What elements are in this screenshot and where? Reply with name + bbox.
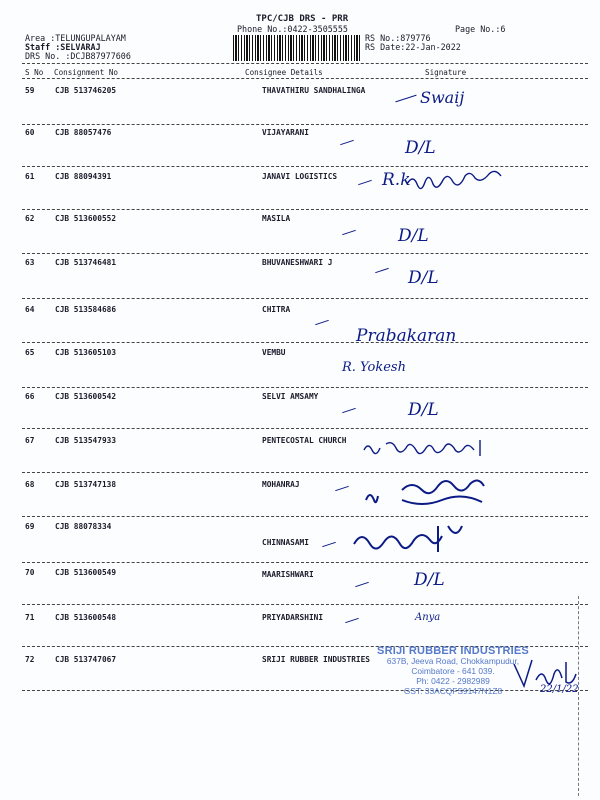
column-divider bbox=[22, 78, 588, 79]
row-consignee: SELVI AMSAMY bbox=[262, 392, 319, 401]
row-sno: 65 bbox=[25, 348, 35, 357]
row-consignee: PENTECOSTAL CHURCH bbox=[262, 436, 347, 445]
row-divider bbox=[22, 472, 588, 473]
row-consignment: CJB 513747138 bbox=[55, 480, 117, 489]
row-consignment: CJB 513584686 bbox=[55, 305, 117, 314]
header-divider bbox=[22, 63, 588, 64]
pen-mark bbox=[375, 268, 389, 273]
row-consignee: MAARISHWARI bbox=[262, 570, 314, 579]
pen-mark bbox=[335, 486, 349, 491]
report-title: TPC/CJB DRS - PRR bbox=[256, 14, 349, 24]
row-consignment: CJB 513746481 bbox=[55, 258, 117, 267]
row-sno: 64 bbox=[25, 305, 35, 314]
rs-number: RS No.:879776 bbox=[365, 33, 431, 43]
row-signature: D/L bbox=[398, 226, 429, 246]
row-divider bbox=[22, 516, 588, 517]
pen-mark bbox=[342, 230, 356, 235]
row-consignee: CHINNASAMI bbox=[262, 538, 309, 547]
row-divider bbox=[22, 428, 588, 429]
row-sno: 72 bbox=[25, 655, 35, 664]
row-sno: 59 bbox=[25, 86, 35, 95]
row-divider bbox=[22, 124, 588, 125]
phone-number: Phone No.:0422-3505555 bbox=[237, 24, 348, 34]
row-consignee: VEMBU bbox=[262, 348, 286, 357]
row-consignment: CJB 513600542 bbox=[55, 392, 117, 401]
area-label: Area :TELUNGUPALAYAM bbox=[25, 33, 126, 43]
pen-mark bbox=[315, 320, 329, 325]
barcode bbox=[233, 35, 361, 61]
row-divider bbox=[22, 562, 588, 563]
pen-mark bbox=[345, 618, 359, 623]
stamp-gst: GST: 33ACQFS9147N1Z8 bbox=[403, 686, 503, 696]
row-sno: 69 bbox=[25, 522, 35, 531]
handwritten-tamil-signature bbox=[405, 168, 505, 192]
row-sno: 61 bbox=[25, 172, 35, 181]
pen-mark bbox=[342, 408, 356, 413]
row-consignee: MOHANRAJ bbox=[262, 480, 300, 489]
row-signature: D/L bbox=[414, 570, 445, 590]
row-signature: Anya bbox=[415, 612, 441, 623]
col-sno: S No bbox=[25, 68, 44, 77]
stamp-phone: Ph: 0422 - 2982989 bbox=[416, 676, 490, 686]
row-divider bbox=[22, 342, 588, 343]
drs-number: DRS No. :DCJB87977606 bbox=[25, 51, 131, 61]
handwritten-tamil-signature bbox=[360, 436, 500, 462]
row-consignment: CJB 88078334 bbox=[55, 522, 112, 531]
page-number: Page No.:6 bbox=[455, 24, 506, 34]
row-consignee: VIJAYARANI bbox=[262, 128, 309, 137]
pen-mark bbox=[322, 542, 336, 547]
row-consignee: CHITRA bbox=[262, 305, 291, 314]
row-consignment: CJB 513600549 bbox=[55, 568, 117, 577]
handwritten-date: 22/1/22 bbox=[540, 684, 579, 695]
col-consignment: Consignment No bbox=[54, 68, 119, 77]
pen-mark bbox=[340, 140, 354, 145]
row-consignment: CJB 88057476 bbox=[55, 128, 112, 137]
row-consignment: CJB 513547933 bbox=[55, 436, 117, 445]
row-sno: 62 bbox=[25, 214, 35, 223]
stamp-company: SRIJI RUBBER INDUSTRIES bbox=[377, 645, 529, 657]
row-signature: R.k bbox=[382, 170, 411, 190]
row-signature: Swaij bbox=[420, 88, 465, 107]
row-consignment: CJB 513605103 bbox=[55, 348, 117, 357]
row-divider bbox=[22, 298, 588, 299]
row-sno: 66 bbox=[25, 392, 35, 401]
pen-mark bbox=[395, 95, 416, 103]
row-sno: 68 bbox=[25, 480, 35, 489]
row-divider bbox=[22, 387, 588, 388]
row-divider bbox=[22, 604, 588, 605]
row-consignment: CJB 513600548 bbox=[55, 613, 117, 622]
row-consignee: MASILA bbox=[262, 214, 291, 223]
row-consignee: PRIYADARSHINI bbox=[262, 613, 324, 622]
rs-date: RS Date:22-Jan-2022 bbox=[365, 42, 461, 52]
row-sno: 70 bbox=[25, 568, 35, 577]
col-signature: Signature bbox=[425, 68, 467, 77]
row-sno: 60 bbox=[25, 128, 35, 137]
pen-mark bbox=[355, 582, 369, 587]
row-divider bbox=[22, 209, 588, 210]
handwritten-tamil-signature bbox=[362, 478, 502, 514]
row-sno: 63 bbox=[25, 258, 35, 267]
row-signature: R. Yokesh bbox=[342, 360, 406, 375]
row-consignee: THAVATHIRU SANDHALINGA bbox=[262, 86, 366, 95]
handwritten-tamil-signature bbox=[348, 520, 478, 560]
pen-mark bbox=[358, 180, 372, 185]
row-consignment: CJB 513746205 bbox=[55, 86, 117, 95]
col-consignee: Consignee Details bbox=[245, 68, 323, 77]
row-signature: D/L bbox=[408, 400, 439, 420]
row-signature: D/L bbox=[408, 268, 439, 288]
row-sno: 71 bbox=[25, 613, 35, 622]
row-divider bbox=[22, 166, 588, 167]
row-consignment: CJB 88094391 bbox=[55, 172, 112, 181]
row-consignee: BHUVANESHWARI J bbox=[262, 258, 333, 267]
row-consignee: JANAVI LOGISTICS bbox=[262, 172, 338, 181]
row-consignee: SRIJI RUBBER INDUSTRIES bbox=[262, 655, 370, 664]
staff-label: Staff :SELVARAJ bbox=[25, 42, 101, 52]
row-consignment: CJB 513747067 bbox=[55, 655, 117, 664]
margin-perforation bbox=[578, 596, 580, 796]
row-sno: 67 bbox=[25, 436, 35, 445]
row-consignment: CJB 513600552 bbox=[55, 214, 117, 223]
stamp-address-line1: 637B, Jeeva Road, Chokkampudur, bbox=[386, 656, 520, 666]
stamp-address-line2: Coimbatore - 641 039. bbox=[411, 666, 495, 676]
row-divider bbox=[22, 253, 588, 254]
row-signature: Prabakaran bbox=[356, 326, 457, 346]
row-signature: D/L bbox=[405, 138, 436, 158]
